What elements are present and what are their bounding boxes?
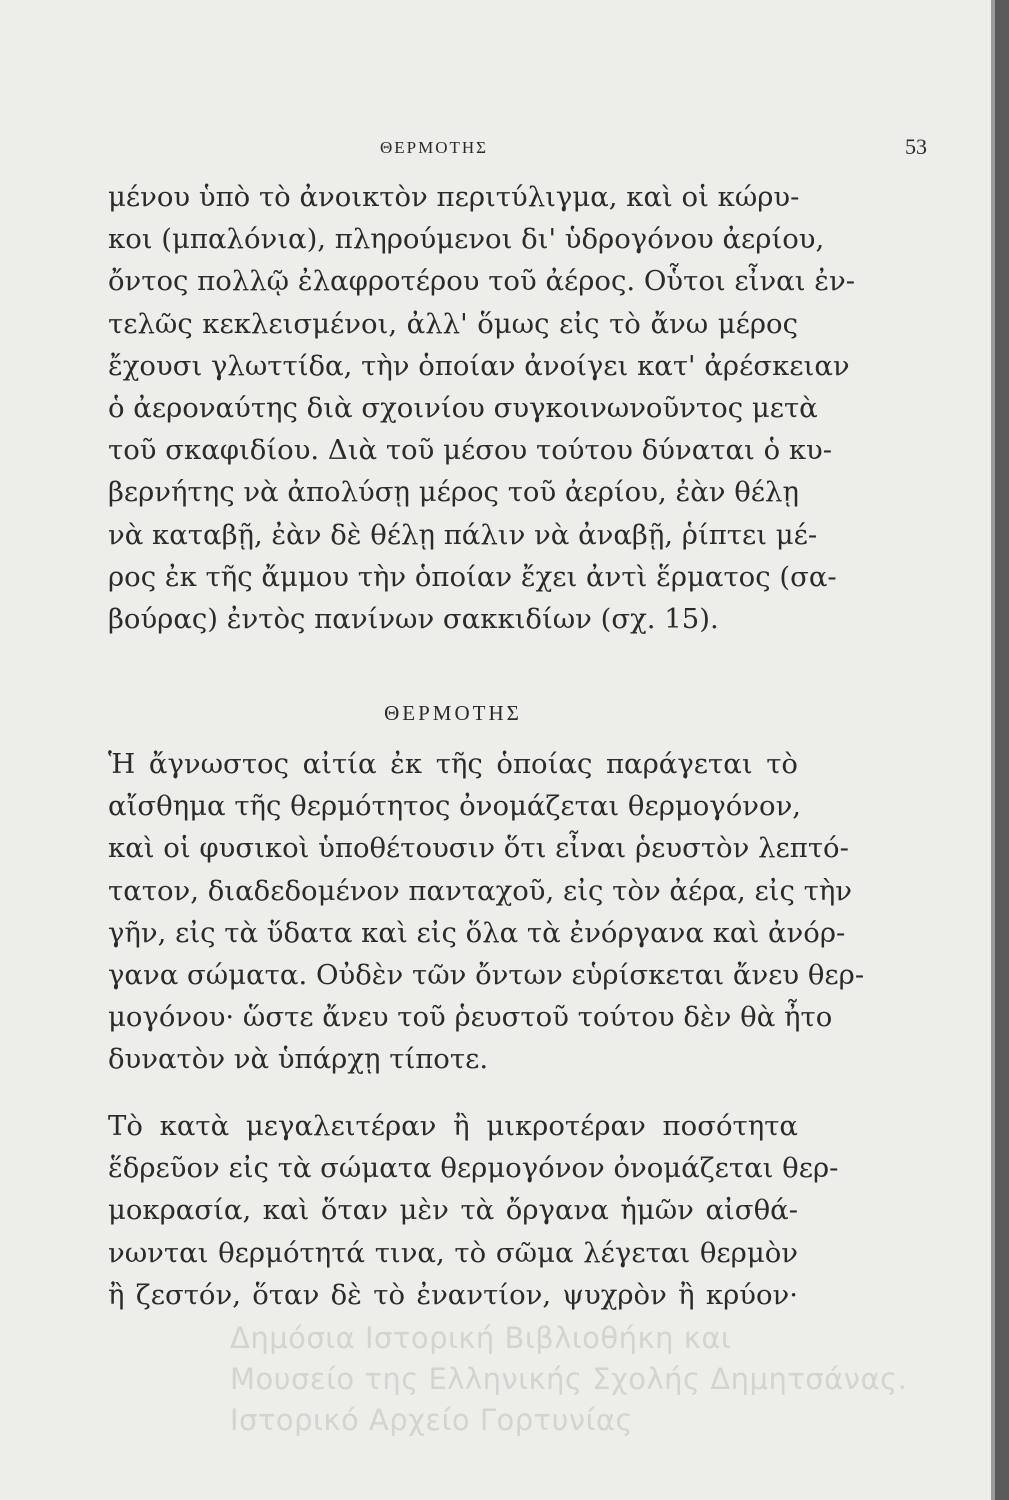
paragraph-heat-definition: [108, 743, 865, 1081]
text-line: ὄντος πολλῷ ἐλαφροτέρου τοῦ ἀέρος. Οὗτοι εἶναι ἐν-: [108, 265, 856, 298]
text-line: αἴσθημα τῆς θερμότητος ὀνομάζεται θερμογόνον,: [108, 790, 802, 823]
page-number: 53: [905, 134, 927, 159]
paragraph-balloons: [108, 176, 856, 640]
paragraph-temperature: [108, 1105, 839, 1316]
text-line: Ἡ ἄγνωστος αἰτία ἐκ τῆς ὁποίας παράγεται τὸ: [108, 748, 798, 780]
watermark-line: Δημόσια Ιστορική Βιβλιοθήκη και: [230, 1321, 732, 1355]
section-heading: ΘΕΡΜΟΤΗΣ: [384, 701, 522, 725]
page-edge-shadow: [995, 0, 1009, 1500]
text-line: ἢ ζεστόν, ὅταν δὲ τὸ ἐναντίον, ψυχρὸν ἢ κρύον·: [108, 1278, 798, 1311]
text-line: νωνται θερμότητά τινα, τὸ σῶμα λέγεται θερμὸν: [108, 1236, 798, 1269]
text-line: νὰ καταβῇ, ἐὰν δὲ θέλῃ πάλιν νὰ ἀναβῇ, ῥίπτει μέ-: [108, 518, 818, 551]
text-line: Τὸ κατὰ μεγαλειτέραν ἢ μικροτέραν ποσότητα: [108, 1110, 798, 1142]
text-line: τατον, διαδεδομένον πανταχοῦ, εἰς τὸν ἀέρα, εἰς τὴν: [108, 874, 853, 907]
text-line: δυνατὸν νὰ ὑπάρχῃ τίποτε.: [108, 1043, 489, 1076]
text-line: βερνήτης νὰ ἀπολύσῃ μέρος τοῦ ἀερίου, ἐὰν θέλῃ: [108, 476, 799, 509]
text-line: γανα σώματα. Οὐδὲν τῶν ὄντων εὑρίσκεται ἄνευ θερ-: [108, 959, 865, 992]
text-line: ἕδρεῦον εἰς τὰ σώματα θερμογόνον ὀνομάζεται θερ-: [108, 1152, 839, 1185]
text-line: μογόνου· ὥστε ἄνευ τοῦ ῥευστοῦ τούτου δὲν θὰ ἦτο: [108, 1001, 833, 1034]
text-line: τοῦ σκαφιδίου. Διὰ τοῦ μέσου τούτου δύναται ὁ κυ-: [108, 434, 833, 467]
text-line: καὶ οἱ φυσικοὶ ὑποθέτουσιν ὅτι εἶναι ῥευστὸν λεπτό-: [108, 832, 849, 865]
library-watermark: [230, 1318, 990, 1441]
text-line: τελῶς κεκλεισμένοι, ἀλλ' ὅμως εἰς τὸ ἄνω μέρος: [108, 307, 798, 340]
watermark-line: Μουσείο της Ελληνικής Σχολής Δημητσάνας.: [230, 1362, 908, 1396]
text-line: γῆν, εἰς τὰ ὕδατα καὶ εἰς ὅλα τὰ ἐνόργανα καὶ ἀνόρ-: [108, 916, 846, 949]
text-line: βούρας) ἐντὸς πανίνων σακκιδίων (σχ. 15).: [108, 603, 719, 636]
text-line: μένου ὑπὸ τὸ ἀνοικτὸν περιτύλιγμα, καὶ οἱ κώρυ-: [108, 181, 800, 213]
watermark-line: Ιστορικό Αρχείο Γορτυνίας: [230, 1403, 634, 1437]
text-line: ὁ ἀεροναύτης διὰ σχοινίου συγκοινωνοῦντος μετὰ: [108, 392, 818, 425]
text-line: μοκρασία, καὶ ὅταν μὲν τὰ ὄργανα ἡμῶν αἰσθά-: [108, 1194, 798, 1227]
text-line: κοι (μπαλόνια), πληρούμενοι δι' ὑδρογόνου ἀερίου,: [108, 223, 825, 256]
text-line: ρος ἐκ τῆς ἄμμου τὴν ὁποίαν ἔχει ἀντὶ ἕρματος (σα-: [108, 560, 837, 593]
running-title: ΘΕΡΜΟΤΗΣ: [380, 138, 489, 157]
text-line: ἔχουσι γλωττίδα, τὴν ὁποίαν ἀνοίγει κατ' ἀρέσκειαν: [108, 349, 850, 382]
